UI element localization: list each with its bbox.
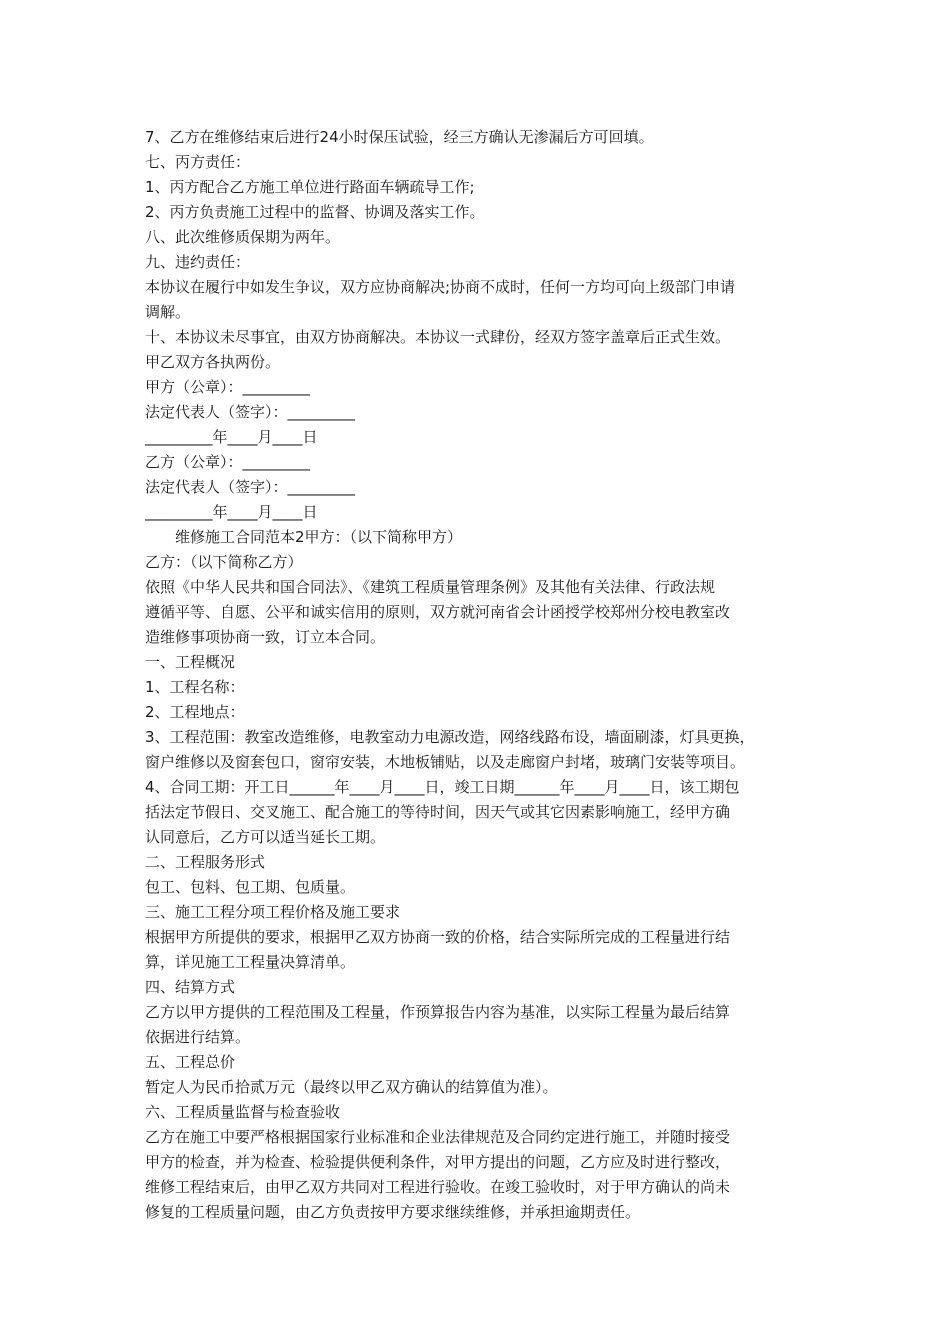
text-line: 乙方以甲方提供的工程范围及工程量，作预算报告内容为基准，以实际工程量为最后结算 [145,1003,731,1021]
text-line: 遵循平等、自愿、公平和诚实信用的原则，双方就河南省会计函授学校郑州分校电教室改 [145,603,731,621]
section-heading: 一、工程概况 [145,653,236,671]
section-heading: 七、丙方责任： [145,153,251,171]
text-line: 依据进行结算。 [145,1028,251,1046]
section-heading: 二、工程服务形式 [145,853,266,871]
text-line: 甲乙双方各执两份。 [145,353,281,371]
section-heading: 八、此次维修质保期为两年。 [145,228,341,246]
text-line: 2、工程地点： [145,703,245,721]
text-line: 维修工程结束后，由甲乙双方共同对工程进行验收。在竣工验收时，对于甲方确认的尚未 [145,1178,731,1196]
text-line: 乙方：（以下简称乙方） [145,553,303,571]
text-line: 甲方的检查，并为检查、检验提供便利条件，对甲方提出的问题，乙方应及时进行整改， [145,1153,731,1171]
text-line: 窗户维修以及窗套包口，窗帘安装，木地板铺贴，以及走廊窗户封堵，玻璃门安装等项目。 [145,753,746,771]
document-page [145,125,810,1225]
party-b-seal-line: 乙方（公章）：_________ [145,453,311,471]
text-line: 修复的工程质量问题，由乙方负责按甲方要求继续维修，并承担逾期责任。 [145,1203,641,1221]
section-heading: 六、工程质量监督与检查验收 [145,1103,341,1121]
party-a-representative-line: 法定代表人（签字）：_________ [145,403,356,421]
section-heading: 九、违约责任： [145,253,251,271]
text-line: 包工、包料、包工期、包质量。 [145,878,356,896]
party-a-seal-line: 甲方（公章）：_________ [145,378,311,396]
text-line: 暂定人为民币拾贰万元（最终以甲乙双方确认的结算值为准）。 [145,1078,558,1096]
contract-title: 维修施工合同范本2甲方：（以下简称甲方） [175,528,463,546]
text-line: 认同意后，乙方可以适当延长工期。 [145,828,386,846]
text-line: 依照《中华人民共和国合同法》、《建筑工程质量管理条例》及其他有关法律、行政法规 [145,578,716,596]
text-line: 4、合同工期：开工日______年____月____日，竣工日期______年____月____日，该工期包 [145,778,740,796]
section-heading: 五、工程总价 [145,1053,236,1071]
text-line: 根据甲方所提供的要求，根据甲乙双方协商一致的价格，结合实际所完成的工程量进行结 [145,928,731,946]
text-line: 3、工程范围：教室改造维修，电教室动力电源改造，网络线路布设，墙面刷漆，灯具更换， [145,728,755,746]
text-line: 十、本协议未尽事宜，由双方协商解决。本协议一式肆份，经双方签字盖章后正式生效。 [145,328,731,346]
party-b-representative-line: 法定代表人（签字）：_________ [145,478,356,496]
text-line: 1、丙方配合乙方施工单位进行路面车辆疏导工作; [145,178,475,196]
text-line: 乙方在施工中要严格根据国家行业标准和企业法律规范及合同约定进行施工，并随时接受 [145,1128,731,1146]
section-heading: 三、施工工程分项工程价格及施工要求 [145,903,401,921]
party-a-date-line: _________年____月____日 [145,428,318,446]
text-line: 造维修事项协商一致，订立本合同。 [145,628,386,646]
text-line: 1、工程名称： [145,678,245,696]
party-b-date-line: _________年____月____日 [145,503,318,521]
text-line: 7、乙方在维修结束后进行24小时保压试验，经三方确认无渗漏后方可回填。 [145,128,654,146]
text-line: 括法定节假日、交叉施工、配合施工的等待时间，因天气或其它因素影响施工，经甲方确 [145,803,731,821]
section-heading: 四、结算方式 [145,978,236,996]
text-line: 算，详见施工工程量决算清单。 [145,953,356,971]
text-line: 调解。 [145,303,191,321]
text-line: 2、丙方负责施工过程中的监督、协调及落实工作。 [145,203,485,221]
text-line: 本协议在履行中如发生争议，双方应协商解决;协商不成时，任何一方均可向上级部门申请 [145,278,736,296]
